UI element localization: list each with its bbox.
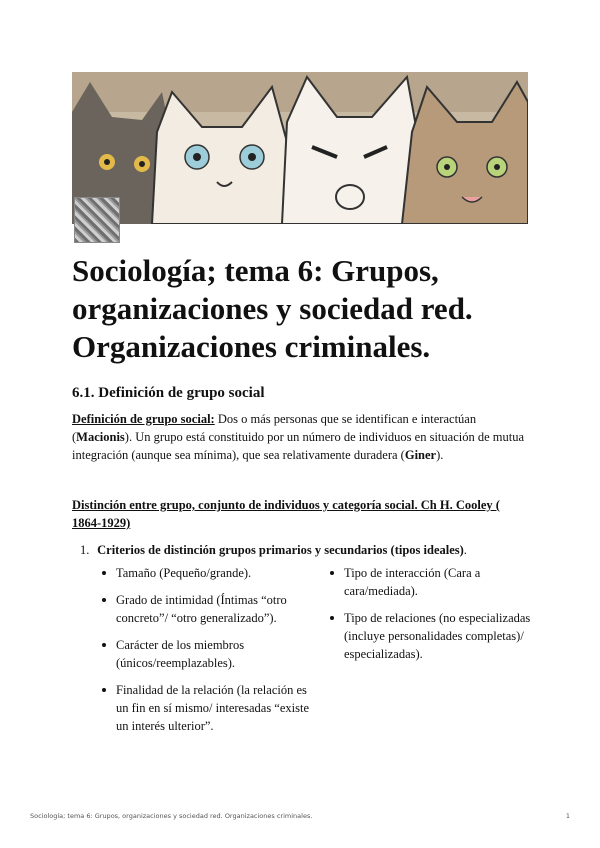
- list-item: Carácter de los miembros (únicos/reemplazables).: [116, 636, 311, 672]
- document-thumbnail-image: [74, 197, 120, 243]
- list-item: Tipo de relaciones (no especializadas (incluye personalidades completas)/ especializadas).: [344, 609, 534, 663]
- definition-label: Definición de grupo social:: [72, 412, 215, 426]
- criteria-label: Criterios de distinción grupos primarios y secundarios (tipos ideales): [97, 543, 464, 557]
- distinction-heading: Distinción entre grupo, conjunto de individuos y categoría social. Ch H. Cooley ( 1864-1929): [72, 498, 500, 530]
- footer-text: Sociología; tema 6: Grupos, organizaciones y sociedad red. Organizaciones criminales.: [30, 812, 313, 820]
- criteria-right-column: [344, 564, 534, 672]
- criteria-number: 1.: [80, 543, 90, 557]
- definition-text-1: Dos o más personas que se identifican e interactúan (: [72, 412, 477, 444]
- definition-paragraph: [72, 410, 532, 464]
- criteria-suffix: .: [463, 543, 467, 557]
- criteria-item: [80, 541, 540, 559]
- definition-author-2: Giner: [404, 448, 437, 462]
- list-item: Grado de intimidad (Íntimas “otro concreto”/ “otro generalizado”).: [116, 591, 311, 627]
- list-item: Tipo de interacción (Cara a cara/mediada).: [344, 564, 534, 600]
- header-banner-illustration: [72, 72, 528, 224]
- page-title: Sociología; tema 6: Grupos, organizaciones y sociedad red. Organizaciones criminales.: [72, 253, 473, 364]
- definition-text-3: ).: [436, 448, 444, 462]
- list-item: Tamaño (Pequeño/grande).: [116, 564, 311, 582]
- section-heading: 6.1. Definición de grupo social: [72, 385, 265, 401]
- definition-text-2: ). Un grupo está constituido por un número de individuos en situación de mutua integración (aunque sea mínima), que sea relativamente duradera (: [72, 430, 525, 462]
- cats-illustration: [72, 72, 528, 224]
- page-number: 1: [565, 812, 570, 820]
- definition-author-1: Macionis: [76, 430, 125, 444]
- page-footer: [30, 812, 570, 820]
- criteria-left-column: [116, 564, 311, 744]
- list-item: Finalidad de la relación (la relación es un fin en sí mismo/ interesadas “existe un interés ulterior”.: [116, 683, 310, 733]
